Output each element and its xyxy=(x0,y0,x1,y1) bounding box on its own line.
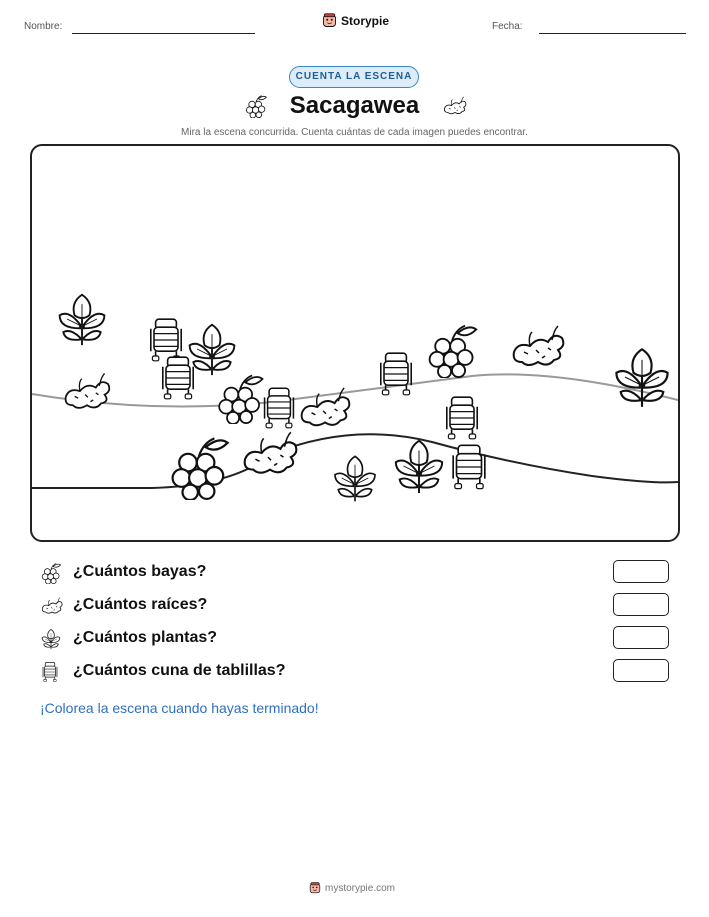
root-icon xyxy=(66,374,110,408)
plant-icon xyxy=(616,349,667,407)
answer-box[interactable] xyxy=(613,659,669,682)
cradleboard-icon xyxy=(151,319,181,361)
berries-icon xyxy=(173,438,228,500)
page-title: Sacagawea xyxy=(289,92,420,119)
coloring-note: ¡Colorea la escena cuando hayas terminado! xyxy=(40,700,319,716)
cradleboard-icon xyxy=(453,445,485,488)
name-label: Nombre: xyxy=(24,21,63,32)
cradleboard-icon xyxy=(163,357,193,399)
date-label: Fecha: xyxy=(492,21,523,32)
name-line[interactable] xyxy=(72,33,255,34)
question-text: ¿Cuántos cuna de tablillas? xyxy=(73,662,286,679)
question-text: ¿Cuántos raíces? xyxy=(73,596,208,613)
cradleboard-icon xyxy=(447,397,477,439)
counting-scene[interactable] xyxy=(30,144,680,542)
cradleboard-icon xyxy=(381,353,411,395)
question-row xyxy=(40,659,670,685)
question-row xyxy=(40,560,670,586)
date-line[interactable] xyxy=(539,33,686,34)
activity-badge: CUENTA LA ESCENA xyxy=(289,66,419,88)
plant-icon xyxy=(396,441,442,493)
storypie-mascot-icon xyxy=(322,13,337,28)
scene-illustration xyxy=(32,146,678,540)
berries-icon xyxy=(40,562,62,584)
root-icon xyxy=(245,432,297,473)
answer-box[interactable] xyxy=(613,560,669,583)
answer-box[interactable] xyxy=(613,593,669,616)
berries-icon xyxy=(219,375,262,424)
cradleboard-icon xyxy=(40,661,60,683)
question-text: ¿Cuántos plantas? xyxy=(73,629,218,646)
hill-line-back xyxy=(32,374,678,406)
root-icon xyxy=(442,94,468,118)
plant-icon xyxy=(60,295,105,345)
root-icon xyxy=(514,326,564,365)
plant-icon xyxy=(190,325,235,375)
plant-icon xyxy=(40,628,62,650)
berries-icon xyxy=(430,326,477,378)
question-row xyxy=(40,626,670,652)
answer-box[interactable] xyxy=(613,626,669,649)
site-url: mystorypie.com xyxy=(325,882,396,894)
storypie-mascot-icon xyxy=(309,882,321,894)
site-footer xyxy=(309,882,395,894)
instructions: Mira la escena concurrida. Cuenta cuántas de cada imagen puedes encontrar. xyxy=(181,127,528,138)
question-row xyxy=(40,593,670,619)
plant-icon xyxy=(335,456,375,501)
cradleboard-icon xyxy=(265,388,294,428)
storypie-logo xyxy=(322,13,389,28)
question-text: ¿Cuántos bayas? xyxy=(73,563,207,580)
root-icon xyxy=(40,595,64,617)
brand-name: Storypie xyxy=(341,13,390,28)
